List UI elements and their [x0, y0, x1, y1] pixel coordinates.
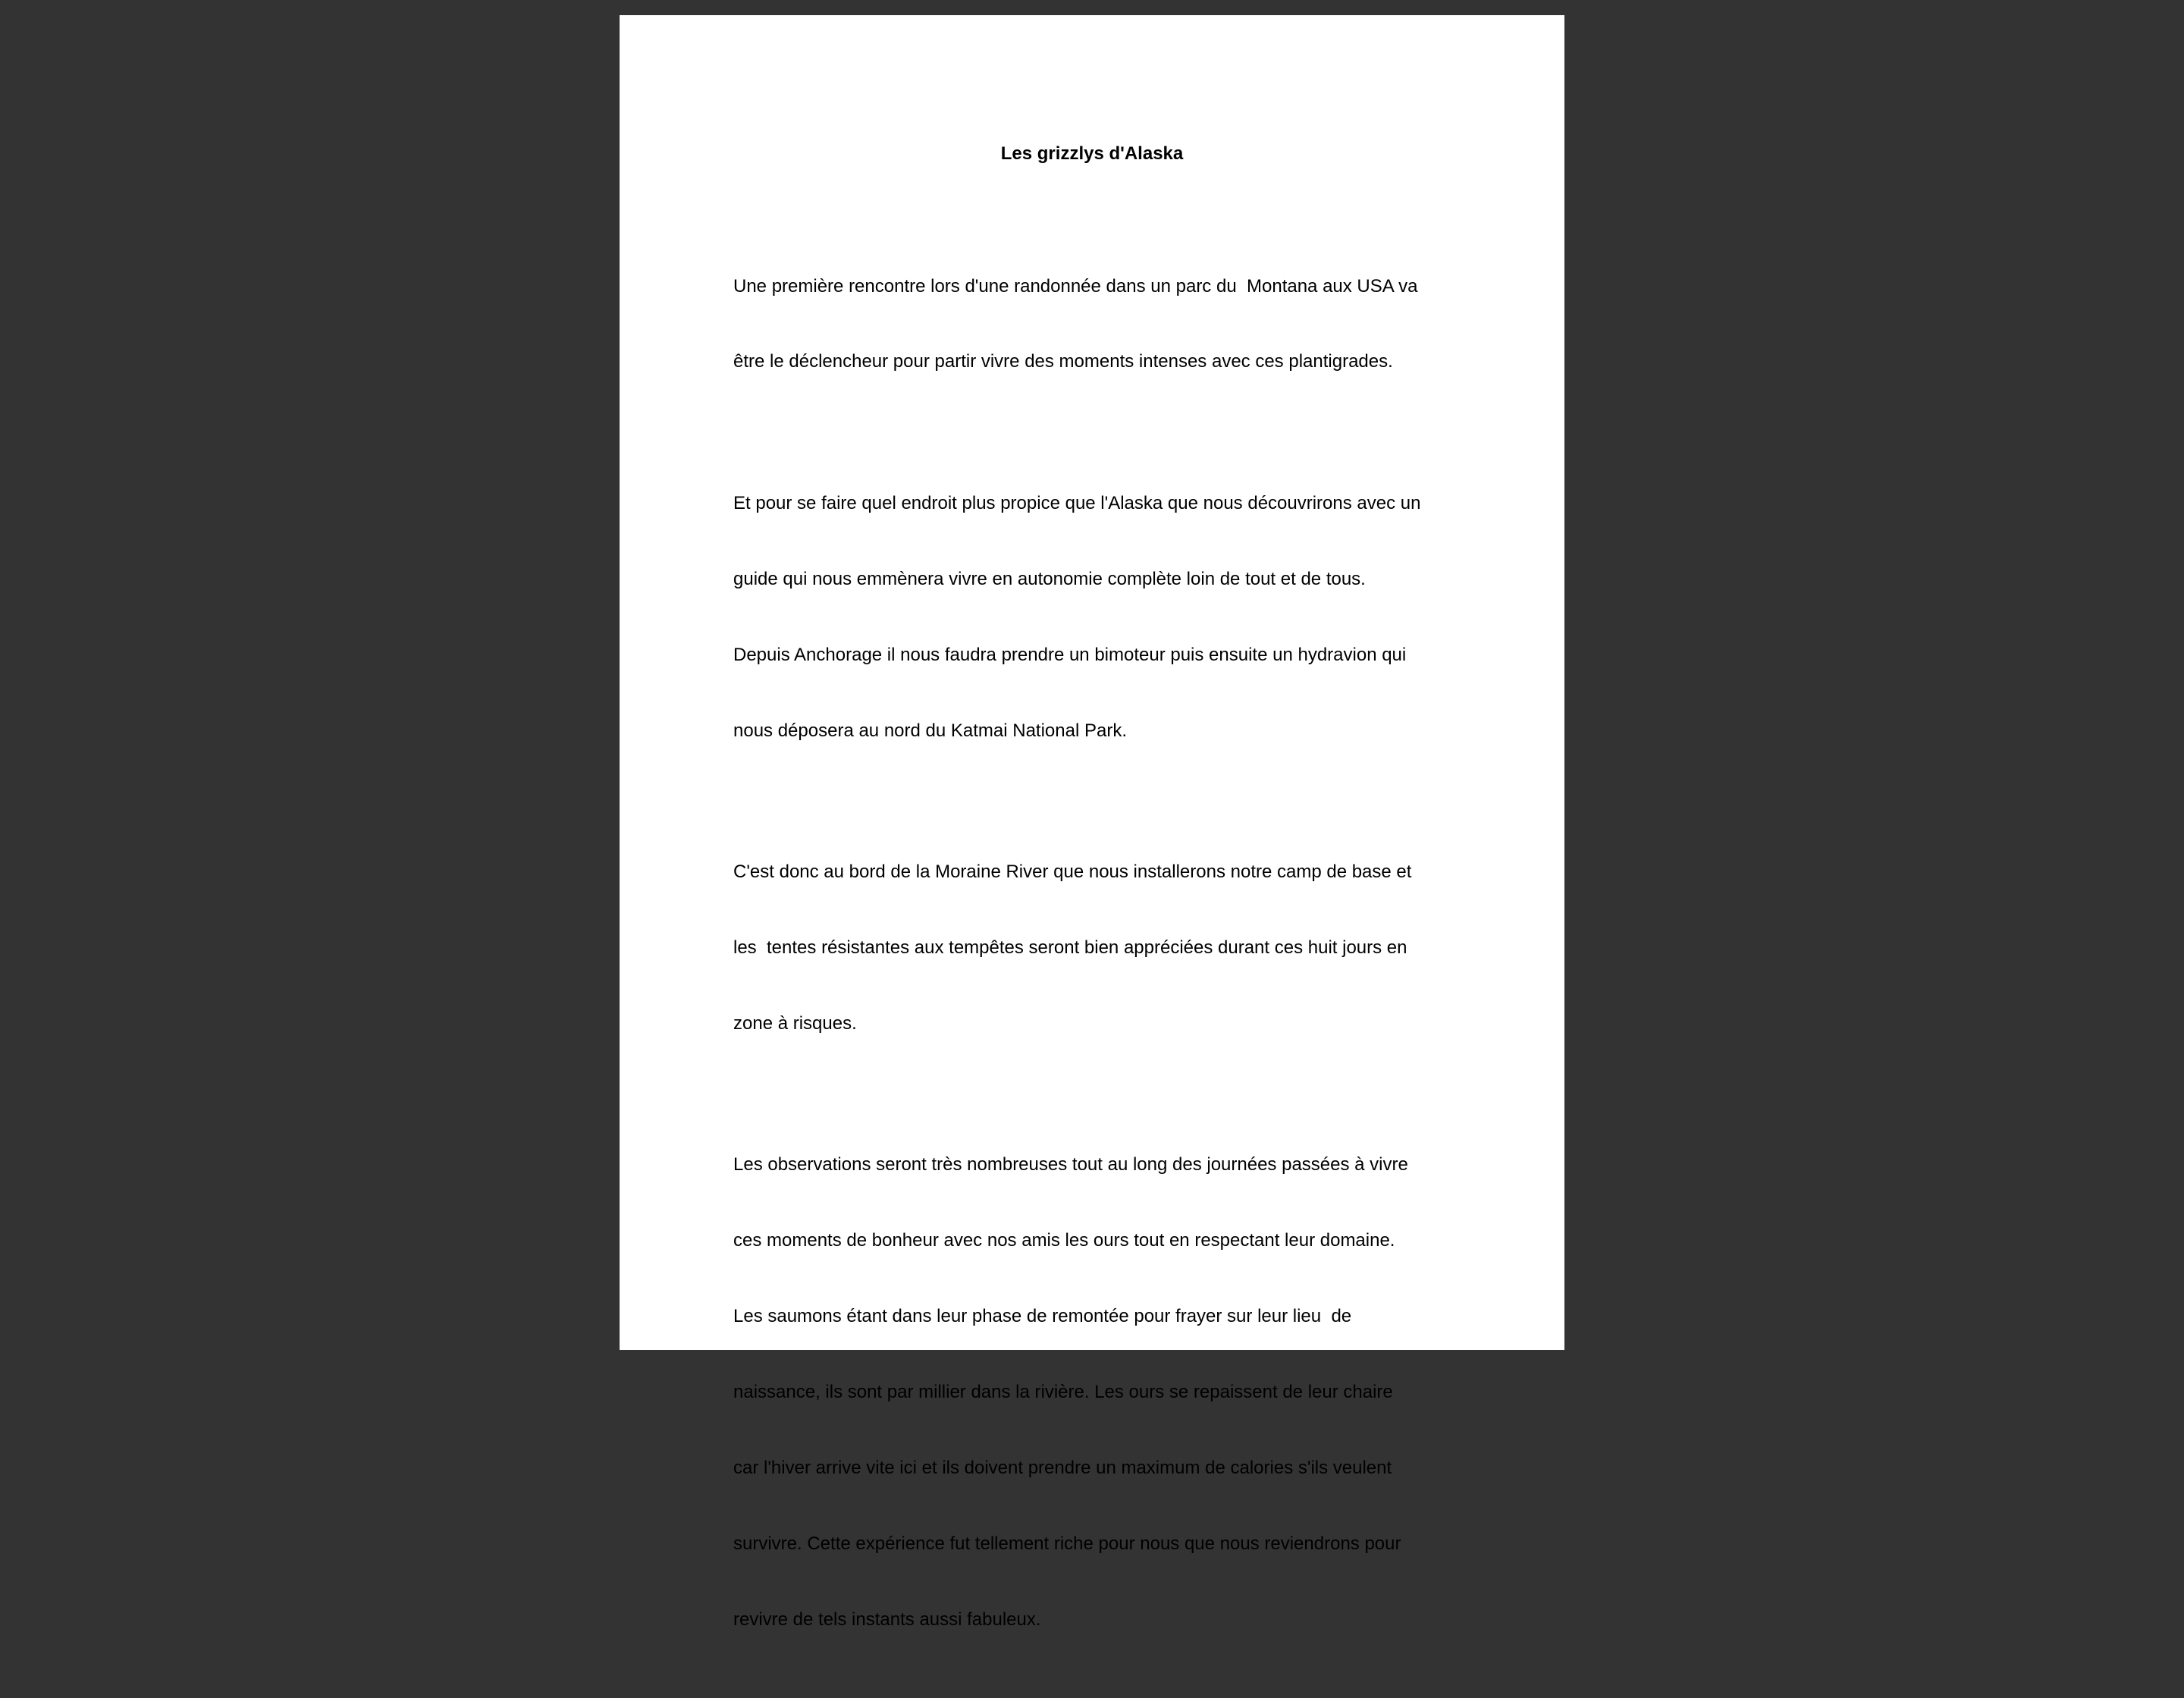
paragraph-line: car l'hiver arrive vite ici et ils doivent prendre un maximum de calories s'ils veulent	[733, 1457, 1392, 1478]
paragraph-line: Une première rencontre lors d'une randonnée dans un parc du Montana aux USA va	[733, 275, 1418, 297]
paragraph-line: zone à risques.	[733, 1012, 857, 1034]
paragraph-line: survivre. Cette expérience fut tellement riche pour nous que nous reviendrons pour	[733, 1533, 1401, 1554]
paragraph-line: Et pour se faire quel endroit plus propice que l'Alaska que nous découvrirons avec un	[733, 492, 1421, 513]
paragraph-line: C'est donc au bord de la Moraine River que nous installerons notre camp de base et	[733, 862, 1412, 883]
paragraph-3	[733, 809, 1461, 1087]
paragraph-1	[733, 223, 1461, 425]
paragraph-line: Les saumons étant dans leur phase de remontée pour frayer sur leur lieu de	[733, 1306, 1352, 1327]
paragraph-4	[733, 1102, 1461, 1683]
paragraph-line: revivre de tels instants aussi fabuleux.	[733, 1609, 1041, 1630]
paragraph-line: guide qui nous emmènera vivre en autonomie complète loin de tout et de tous.	[733, 568, 1366, 589]
paragraph-line: Depuis Anchorage il nous faudra prendre un bimoteur puis ensuite un hydravion qui	[733, 644, 1407, 665]
paragraph-line: naissance, ils sont par millier dans la rivière. Les ours se repaissent de leur chaire	[733, 1382, 1393, 1403]
document-body	[733, 223, 1461, 1698]
paragraph-line: être le déclencheur pour partir vivre des moments intenses avec ces plantigrades.	[733, 351, 1393, 372]
document-title: Les grizzlys d'Alaska	[1000, 143, 1184, 164]
document-page[interactable]	[620, 15, 1564, 1630]
paragraph-2	[733, 440, 1461, 793]
paragraph-line: les tentes résistantes aux tempêtes seront bien appréciées durant ces huit jours en	[733, 937, 1407, 959]
paragraph-line: Les observations seront très nombreuses tout au long des journées passées à vivre	[733, 1154, 1408, 1175]
paragraph-line: nous déposera au nord du Katmai National Park.	[733, 720, 1127, 741]
paragraph-line: ces moments de bonheur avec nos amis les ours tout en respectant leur domaine.	[733, 1230, 1395, 1251]
